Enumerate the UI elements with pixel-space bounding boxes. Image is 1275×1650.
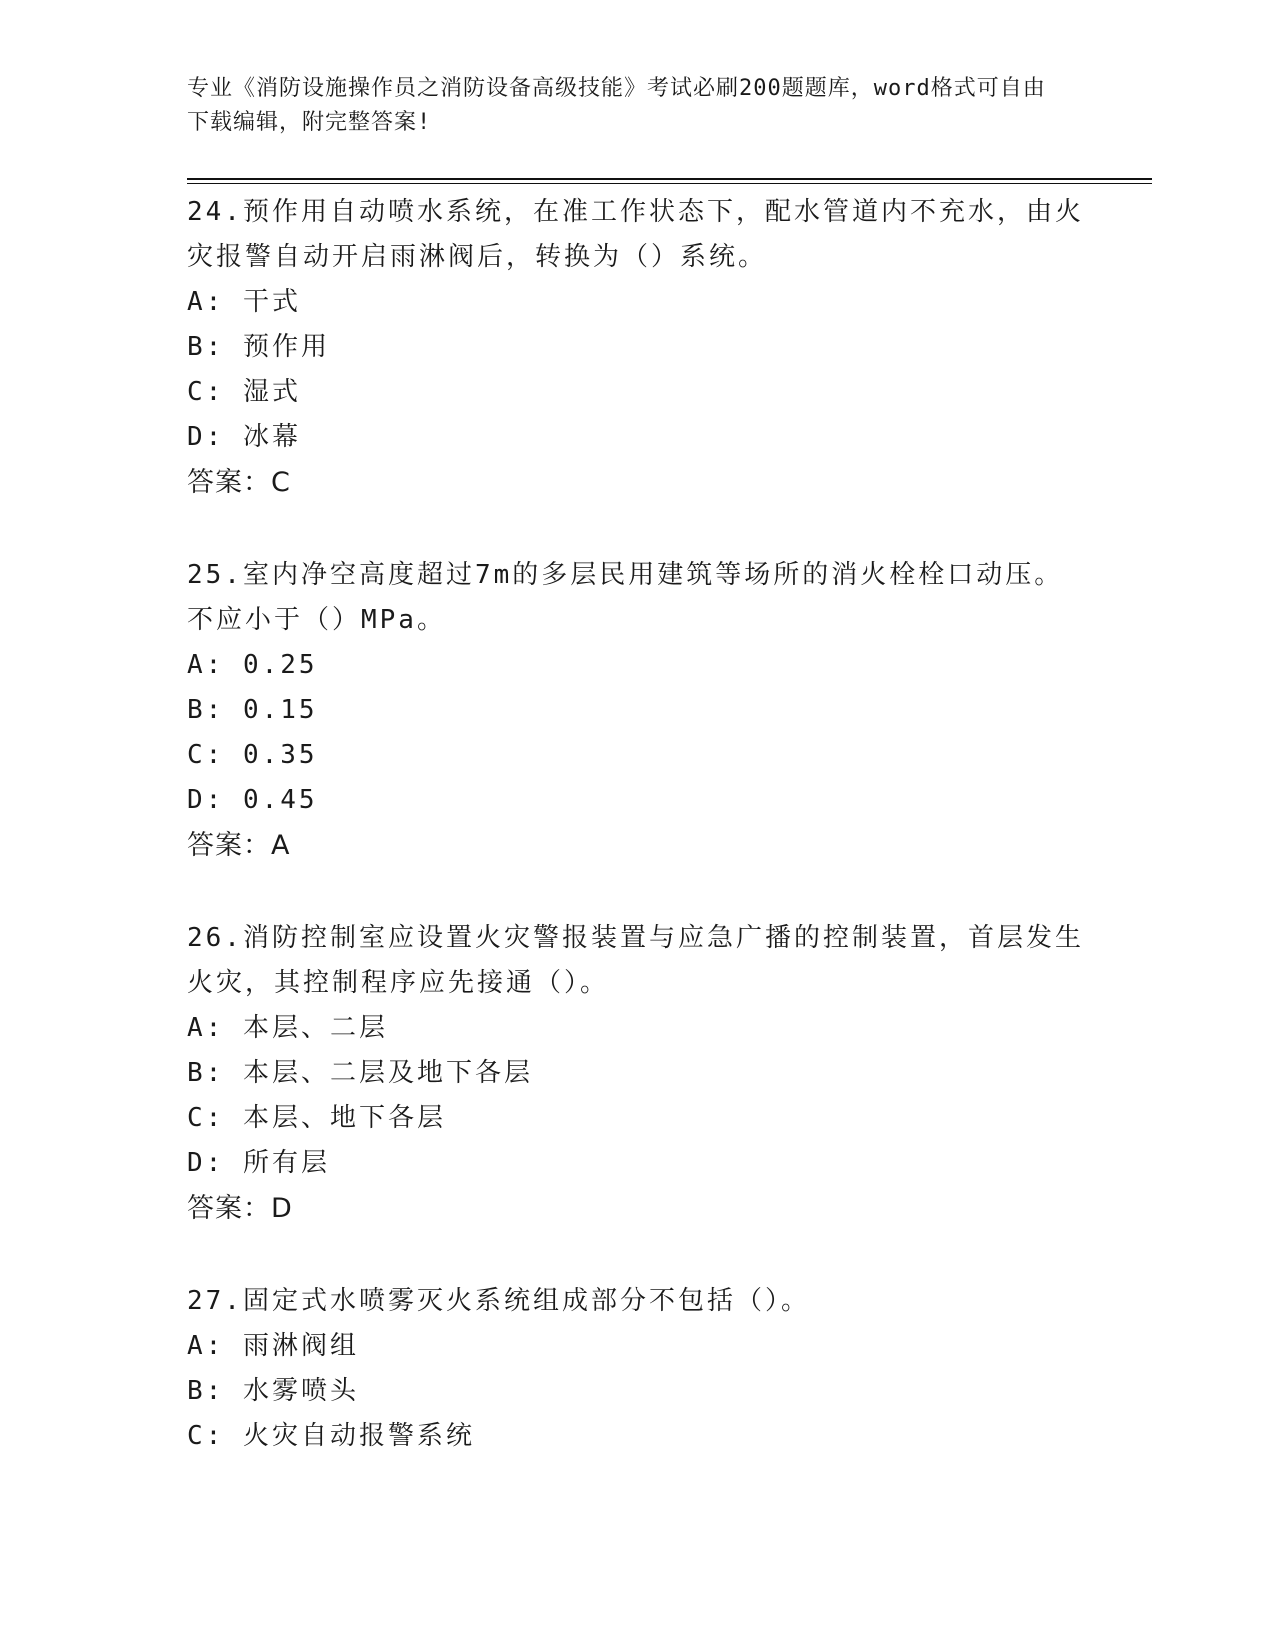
header-divider-thin xyxy=(187,183,1152,184)
question-list xyxy=(187,190,1087,1507)
answer-line: 答案：D xyxy=(187,1193,293,1224)
header-divider-thick xyxy=(187,178,1152,180)
question-text: 25.室内净空高度超过7m的多层民用建筑等场所的消火栓栓口动压。不应小于（）MPa。 xyxy=(187,560,1064,635)
option-c: C: 0.35 xyxy=(187,740,318,770)
answer-line: 答案：A xyxy=(187,830,291,861)
option-a: A: 0.25 xyxy=(187,650,318,680)
option-b: B: 0.15 xyxy=(187,695,318,725)
option-d: D: 冰幕 xyxy=(187,422,301,452)
question-text: 27.固定式水喷雾灭火系统组成部分不包括（）。 xyxy=(187,1286,810,1316)
option-b: B: 预作用 xyxy=(187,332,330,362)
option-c: C: 湿式 xyxy=(187,377,301,407)
question-24 xyxy=(187,190,1087,505)
option-d: D: 所有层 xyxy=(187,1148,330,1178)
option-c: C: 火灾自动报警系统 xyxy=(187,1421,475,1451)
option-a: A: 本层、二层 xyxy=(187,1013,388,1043)
question-text: 24.预作用自动喷水系统，在准工作状态下，配水管道内不充水，由火灾报警自动开启雨淋阀后，转换为（）系统。 xyxy=(187,197,1084,272)
answer-line: 答案：C xyxy=(187,467,291,498)
document-header: 专业《消防设施操作员之消防设备高级技能》考试必刷200题题库，word格式可自由下载编辑，附完整答案! xyxy=(187,76,1046,135)
option-d: D: 0.45 xyxy=(187,785,318,815)
option-b: B: 本层、二层及地下各层 xyxy=(187,1058,533,1088)
option-b: B: 水雾喷头 xyxy=(187,1376,359,1406)
option-a: A: 雨淋阀组 xyxy=(187,1331,359,1361)
question-25 xyxy=(187,553,1087,868)
option-c: C: 本层、地下各层 xyxy=(187,1103,446,1133)
question-text: 26.消防控制室应设置火灾警报装置与应急广播的控制装置，首层发生火灾，其控制程序应先接通（）。 xyxy=(187,923,1084,998)
question-27 xyxy=(187,1279,1087,1459)
question-26 xyxy=(187,916,1087,1231)
option-a: A: 干式 xyxy=(187,287,301,317)
